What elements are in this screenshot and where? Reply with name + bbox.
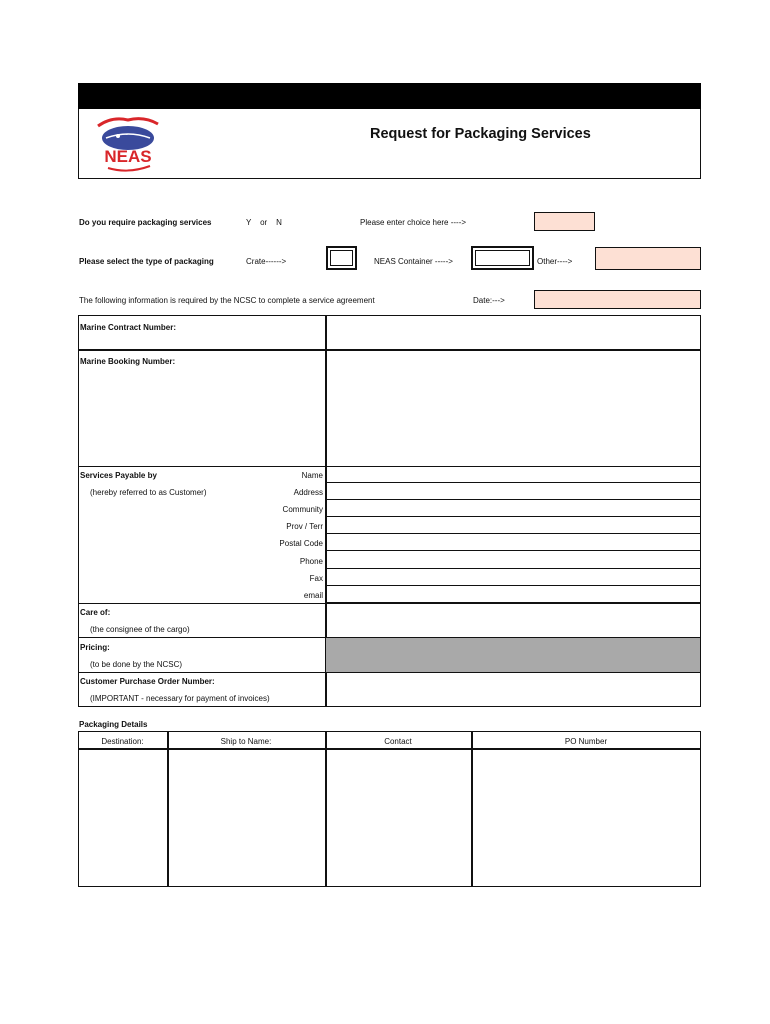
col-contact: Contact	[384, 737, 412, 746]
header-bar	[78, 83, 701, 109]
field-input-community[interactable]	[327, 501, 700, 517]
field-input-address[interactable]	[327, 484, 700, 500]
field-input-phone[interactable]	[327, 553, 700, 569]
crate-label: Crate------>	[246, 257, 287, 266]
contact-cell[interactable]	[327, 750, 470, 885]
neas-container-label: NEAS Container ----->	[374, 257, 453, 266]
col-ship-to-name: Ship to Name:	[220, 737, 272, 746]
other-label: Other---->	[537, 257, 573, 266]
booking-input[interactable]	[327, 351, 699, 465]
field-input-fax[interactable]	[327, 570, 700, 586]
neas-logo	[92, 112, 164, 174]
col-destination: Destination:	[101, 737, 144, 746]
q2-label: Please select the type of packaging	[79, 257, 214, 266]
field-label-email: email	[303, 590, 323, 600]
payable-label: Services Payable by	[80, 471, 157, 480]
field-label-prov-terr: Prov / Terr	[286, 522, 323, 532]
pricing-label: Pricing:	[80, 643, 110, 652]
field-label-name: Name	[301, 471, 323, 480]
contract-input[interactable]	[327, 317, 699, 349]
field-input-name[interactable]	[327, 467, 700, 483]
field-input-email[interactable]	[327, 587, 700, 603]
destination-cell[interactable]	[80, 750, 166, 885]
page-title: Request for Packaging Services	[370, 126, 591, 142]
q1-options: Y or N	[246, 218, 282, 227]
svg-text:NEAS: NEAS	[104, 147, 152, 166]
neas-container-checkbox[interactable]	[471, 246, 534, 270]
ship-to-name-cell[interactable]	[169, 750, 324, 885]
details-title: Packaging Details	[79, 720, 148, 729]
other-input[interactable]	[595, 247, 701, 270]
q1-label: Do you require packaging services	[79, 218, 212, 227]
po-number-cell[interactable]	[473, 750, 699, 885]
po-sub: (IMPORTANT - necessary for payment of invoices)	[90, 694, 270, 703]
po-label: Customer Purchase Order Number:	[80, 677, 215, 686]
field-label-postal-code: Postal Code	[279, 539, 323, 549]
care-sub: (the consignee of the cargo)	[90, 625, 190, 634]
contract-label: Marine Contract Number:	[80, 323, 177, 332]
col-po-number: PO Number	[564, 737, 608, 746]
choice-input[interactable]	[534, 212, 595, 231]
crate-checkbox[interactable]	[326, 246, 357, 270]
booking-label: Marine Booking Number:	[80, 357, 176, 366]
q1-prompt: Please enter choice here ---->	[360, 218, 467, 227]
care-label: Care of:	[80, 608, 111, 617]
payable-sub: (hereby referred to as Customer)	[90, 488, 207, 497]
pricing-shaded	[326, 638, 700, 672]
po-input[interactable]	[327, 674, 699, 705]
field-label-phone: Phone	[299, 556, 323, 566]
field-input-postal-code[interactable]	[327, 535, 700, 551]
field-label-fax: Fax	[309, 573, 323, 583]
field-label-community: Community	[282, 505, 323, 515]
field-label-address: Address	[293, 488, 323, 498]
field-input-prov-terr[interactable]	[327, 518, 700, 534]
pricing-sub: (to be done by the NCSC)	[90, 660, 183, 669]
care-input[interactable]	[327, 605, 699, 636]
date-input[interactable]	[534, 290, 701, 309]
info-note: The following information is required by the NCSC to complete a service agreement	[79, 296, 375, 305]
date-label: Date:--->	[473, 296, 505, 305]
